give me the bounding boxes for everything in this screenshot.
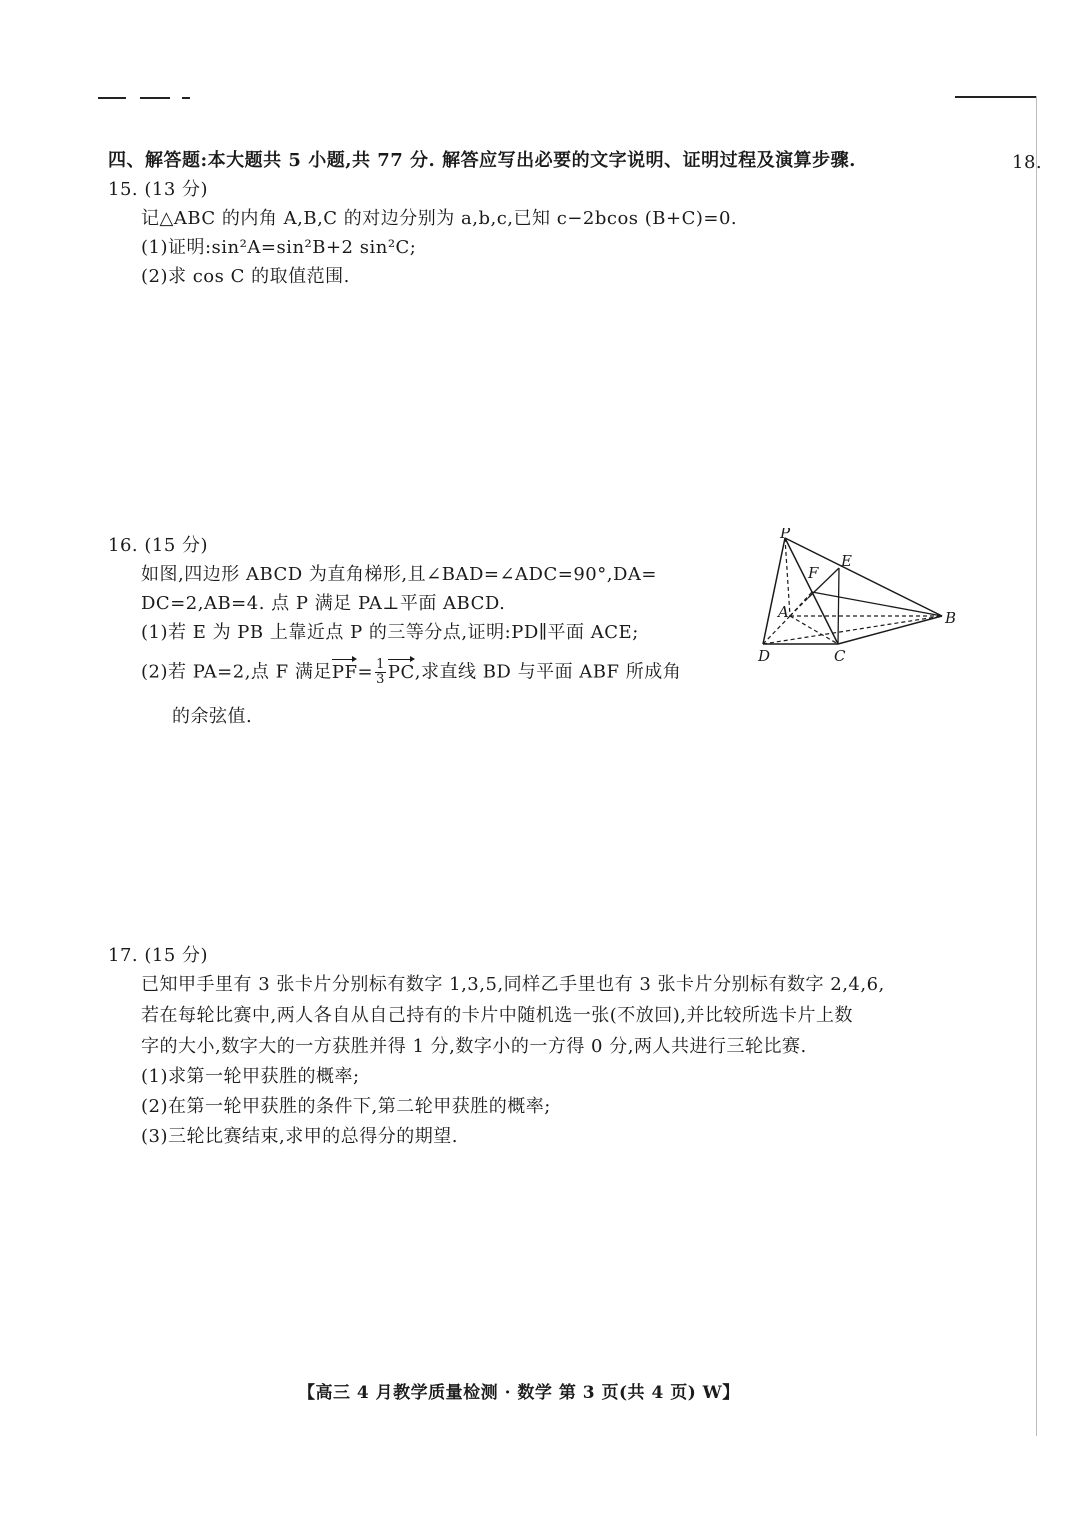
right-page-border <box>1036 96 1037 1436</box>
top-left-rule-3 <box>182 97 190 99</box>
q16-part2-lead: (2)若 PA=2,点 F 满足 <box>141 661 332 683</box>
fraction-denominator: 3 <box>376 672 385 687</box>
fraction-one-third <box>375 658 386 687</box>
q17-line3: 字的大小,数字大的一方获胜并得 1 分,数字小的一方得 0 分,两人共进行三轮比赛. <box>141 1036 807 1057</box>
label-b: B <box>945 609 957 627</box>
q15-part2: (2)求 cos C 的取值范围. <box>141 266 350 287</box>
q17-part3: (3)三轮比赛结束,求甲的总得分的期望. <box>141 1126 458 1147</box>
label-p: P <box>780 528 791 542</box>
label-c: C <box>834 647 846 665</box>
segment-af-hidden <box>790 592 812 616</box>
label-e: E <box>841 552 852 570</box>
q16-line1: 如图,四边形 ABCD 为直角梯形,且∠BAD=∠ADC=90°,DA= <box>141 564 657 585</box>
fraction-numerator: 1 <box>376 657 385 672</box>
equals-sign: = <box>357 661 374 683</box>
top-left-rule <box>98 97 126 99</box>
page-footer: 【高三 4 月教学质量检测 · 数学 第 3 页(共 4 页) W】 <box>298 1383 740 1403</box>
segment-ec <box>838 568 839 644</box>
vector-pc: PC <box>387 661 415 683</box>
q16-part2 <box>141 658 681 687</box>
pyramid-figure <box>750 528 970 668</box>
q17-number: 17. (15 分) <box>108 945 209 966</box>
top-left-rule-2 <box>140 97 170 99</box>
q15-part1: (1)证明:sin²A=sin²B+2 sin²C; <box>141 237 417 258</box>
vector-pf: PF <box>331 661 358 683</box>
edge-pd <box>763 538 785 644</box>
q17-part1: (1)求第一轮甲获胜的概率; <box>141 1066 360 1087</box>
q15-stem: 记△ABC 的内角 A,B,C 的对边分别为 a,b,c,已知 c−2bcos (B+C)=0. <box>141 208 738 229</box>
label-a: A <box>778 603 789 621</box>
top-right-rule <box>955 96 1037 98</box>
side-page-number: 18. <box>1012 152 1043 173</box>
q16-part2-continued: 的余弦值. <box>172 706 253 727</box>
q17-line2: 若在每轮比赛中,两人各自从自己持有的卡片中随机选一张(不放回),并比较所选卡片上数 <box>141 1005 853 1026</box>
segment-fb <box>812 592 942 616</box>
label-f: F <box>808 564 819 582</box>
q17-part2: (2)在第一轮甲获胜的条件下,第二轮甲获胜的概率; <box>141 1096 551 1117</box>
q16-part1: (1)若 E 为 PB 上靠近点 P 的三等分点,证明:PD∥平面 ACE; <box>141 622 639 643</box>
q16-part2-tail: ,求直线 BD 与平面 ABF 所成角 <box>414 661 682 683</box>
q15-number: 15. (13 分) <box>108 179 209 200</box>
q16-number: 16. (15 分) <box>108 535 209 556</box>
label-d: D <box>758 647 771 665</box>
q16-line2: DC=2,AB=4. 点 P 满足 PA⊥平面 ABCD. <box>141 593 506 614</box>
section-heading: 四、解答题:本大题共 5 小题,共 77 分. 解答应写出必要的文字说明、证明过程及演算步骤. <box>108 150 856 171</box>
q17-line1: 已知甲手里有 3 张卡片分别标有数字 1,3,5,同样乙手里也有 3 张卡片分别标有数字 2,4,6, <box>141 974 885 995</box>
